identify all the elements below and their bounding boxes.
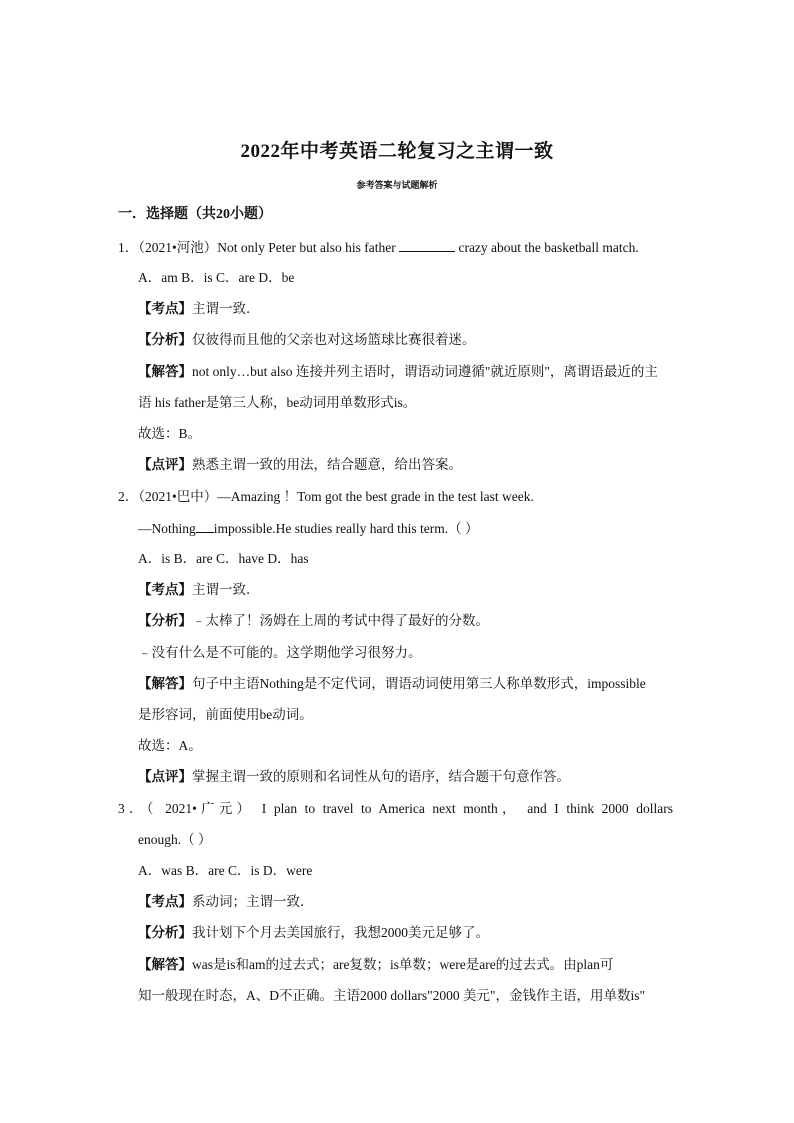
q2-jieda-text: 句子中主语Nothing是不定代词，谓语动词使用第三人称单数形式，impossible xyxy=(192,676,646,691)
q3-stem: 3．（ 2021•广元） I plan to travel to America next month， and I think 2000 dollars xyxy=(118,801,673,816)
q3-kaodian-tag: 【考点】 xyxy=(138,894,192,909)
page-title: 2022年中考英语二轮复习之主谓一致 xyxy=(240,141,554,162)
q1-options: A．am B．is C．are D．be xyxy=(138,270,295,285)
q2-stem-text: —Nothing xyxy=(138,521,196,536)
q1-dianping-text: 熟悉主谓一致的用法，结合题意，给出答案。 xyxy=(192,457,462,472)
q1-kaodian-text: 主谓一致． xyxy=(192,301,260,316)
q1-jieda-cont: 语 his father是第三人称，be动词用单数形式is。 xyxy=(138,395,417,410)
q3-fenxi-tag: 【分析】 xyxy=(138,925,192,940)
q2-kaodian xyxy=(138,580,260,600)
q1-fenxi-tag: 【分析】 xyxy=(138,332,192,347)
q3-fenxi-text: 我计划下个月去美国旅行，我想2000美元足够了。 xyxy=(192,925,489,940)
q3-options: A．was B．are C．is D．were xyxy=(138,863,313,878)
q2-stem-text-2: impossible.He studies really hard this term.（ ） xyxy=(213,521,479,536)
q1-fenxi xyxy=(138,330,476,350)
q1-stem xyxy=(118,237,639,258)
q3-jieda-text: was是is和am的过去式；are复数；is单数；were是are的过去式。由plan可 xyxy=(192,957,614,972)
q2-answer: 故选：A。 xyxy=(138,738,202,753)
q2-fenxi-tag: 【分析】 xyxy=(138,613,192,628)
q1-fenxi-text: 仅彼得而且他的父亲也对这场篮球比赛很着迷。 xyxy=(192,332,476,347)
q1-stem-text-2: crazy about the basketball match. xyxy=(458,240,639,255)
q2-jieda xyxy=(138,674,646,694)
q3-fenxi xyxy=(138,923,489,943)
q1-kaodian-tag: 【考点】 xyxy=(138,301,192,316)
q3-jieda-tag: 【解答】 xyxy=(138,957,192,972)
q1-stem-text: 1．（2021•河池）Not only Peter but also his father xyxy=(118,240,396,255)
q1-jieda-text: not only…but also 连接并列主语时，谓语动词遵循"就近原则"，离谓语最近的主 xyxy=(192,364,658,379)
page-subtitle: 参考答案与试题解析 xyxy=(356,180,438,190)
q3-kaodian xyxy=(138,892,314,912)
q2-kaodian-text: 主谓一致． xyxy=(192,582,260,597)
q2-dianping xyxy=(138,767,570,787)
q3-stem-2: enough.（ ） xyxy=(138,832,212,847)
q2-dianping-tag: 【点评】 xyxy=(138,769,192,784)
q2-jieda-tag: 【解答】 xyxy=(138,676,192,691)
q2-fenxi xyxy=(138,611,489,631)
q2-options: A．is B．are C．have D．has xyxy=(138,551,309,566)
q2-stem-2 xyxy=(138,518,478,539)
q1-jieda xyxy=(138,362,658,382)
q3-jieda xyxy=(138,955,613,975)
q1-blank xyxy=(399,237,455,252)
section-heading: 一．选择题（共20小题） xyxy=(118,207,272,222)
q2-fenxi-text: ﹣太棒了！汤姆在上周的考试中得了最好的分数。 xyxy=(192,613,489,628)
q2-jieda-cont: 是形容词，前面使用be动词。 xyxy=(138,707,313,722)
q3-jieda-cont: 知一般现在时态，A、D不正确。主语2000 dollars"2000 美元"，金钱作主语，用单数is" xyxy=(138,988,646,1003)
q2-fenxi-cont: ﹣没有什么是不可能的。这学期他学习很努力。 xyxy=(138,645,422,660)
q2-stem: 2．（2021•巴中）—Amazing ！Tom got the best grade in the test last week. xyxy=(118,489,534,504)
q3-kaodian-text: 系动词；主谓一致． xyxy=(192,894,314,909)
q1-dianping xyxy=(138,455,462,475)
q2-dianping-text: 掌握主谓一致的原则和名词性从句的语序，结合题干句意作答。 xyxy=(192,769,570,784)
q2-blank xyxy=(196,518,214,533)
q1-kaodian xyxy=(138,299,260,319)
q1-dianping-tag: 【点评】 xyxy=(138,457,192,472)
q1-answer: 故选：B。 xyxy=(138,426,202,441)
q1-jieda-tag: 【解答】 xyxy=(138,364,192,379)
q2-kaodian-tag: 【考点】 xyxy=(138,582,192,597)
